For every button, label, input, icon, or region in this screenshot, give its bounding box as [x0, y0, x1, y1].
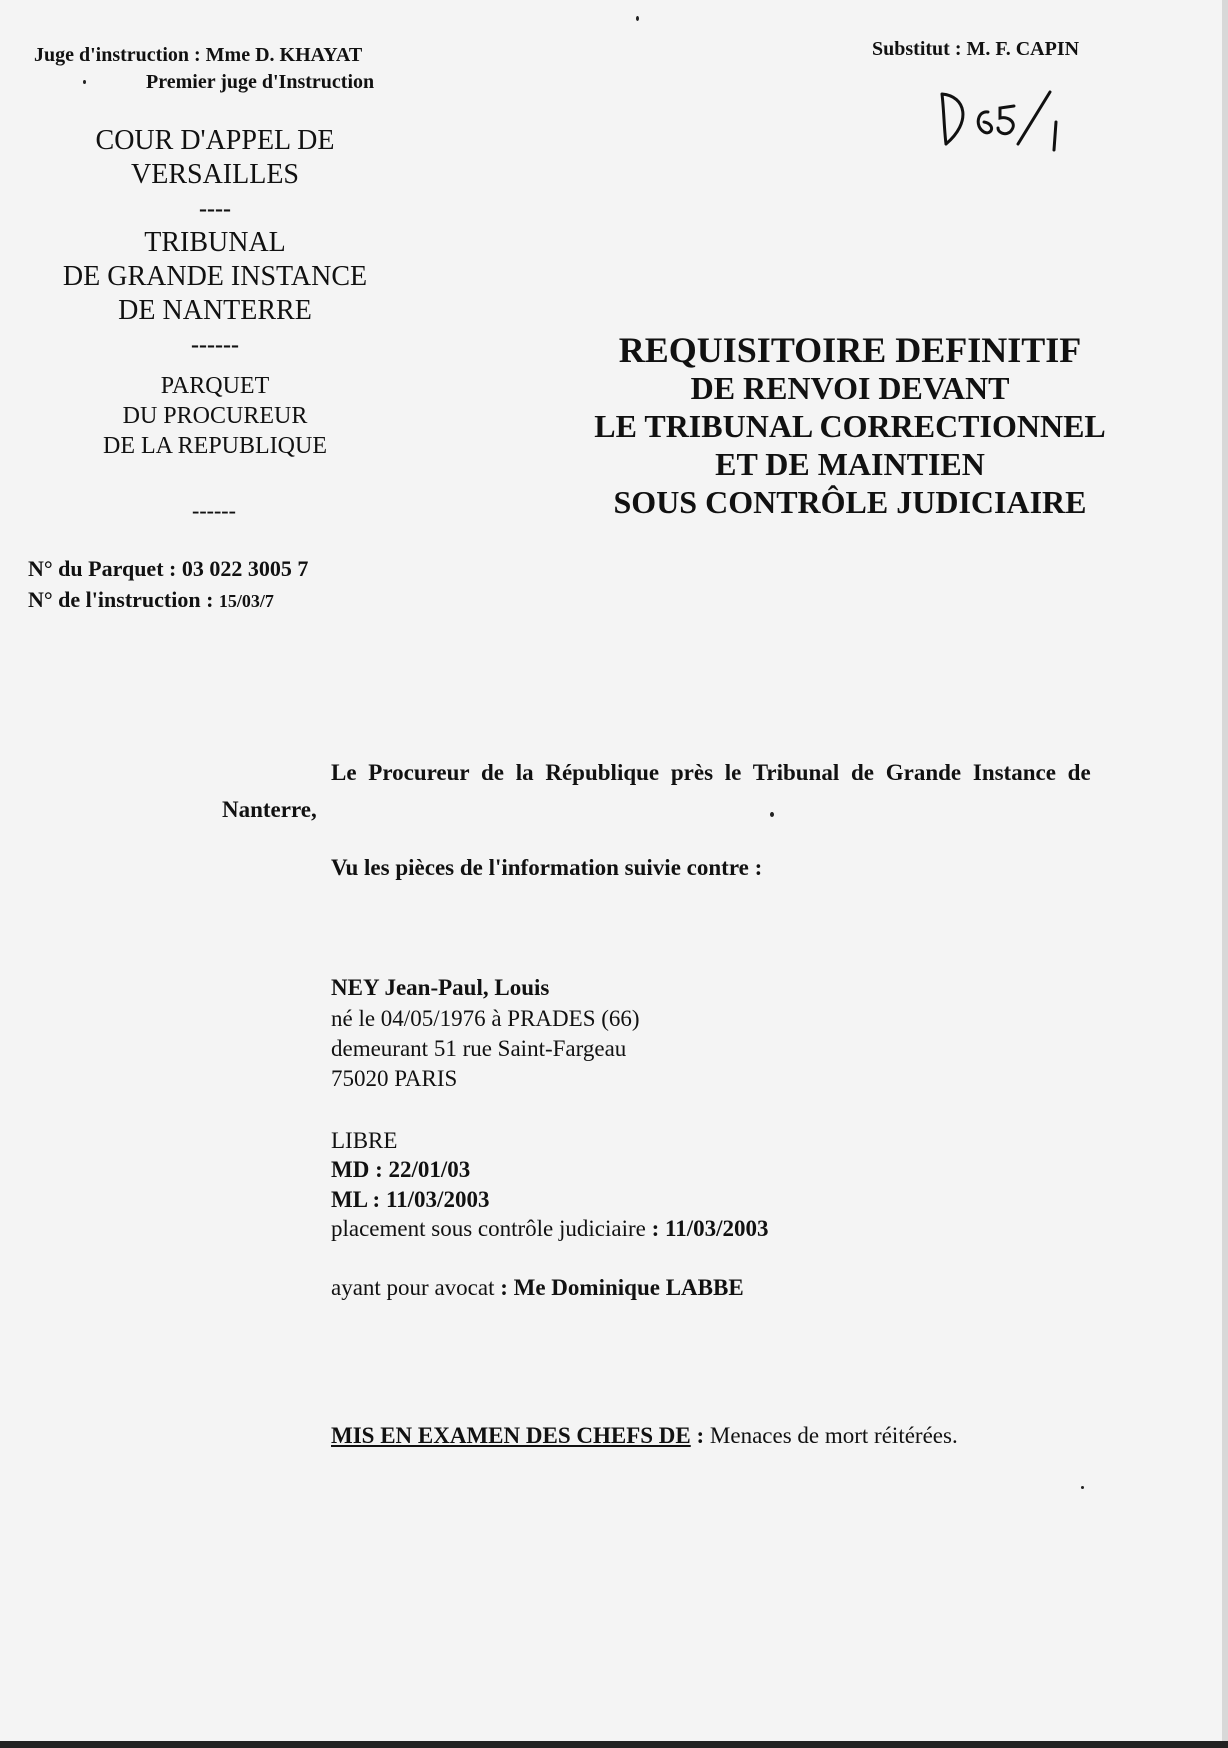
charges-label: MIS EN EXAMEN DES CHEFS DE	[331, 1423, 691, 1448]
title-line-3: LE TRIBUNAL CORRECTIONNEL	[594, 408, 1106, 444]
parquet-number-value: 03 022 3005 7	[181, 556, 309, 581]
placement-label: placement sous contrôle judiciaire	[331, 1216, 652, 1241]
instruction-number	[28, 587, 274, 613]
avocat-line	[331, 1275, 744, 1301]
scan-speck	[636, 16, 639, 21]
separator: ----	[199, 196, 231, 222]
separator: ------	[192, 498, 236, 523]
juge-title: Premier juge d'Instruction	[146, 71, 375, 93]
intro-line-2: Nanterre,	[222, 797, 317, 822]
instruction-number-label: N° de l'instruction :	[28, 587, 219, 612]
title-line-5: SOUS CONTRÔLE JUDICIAIRE	[613, 484, 1087, 520]
scan-speck	[1081, 1486, 1084, 1489]
address-line-2: 75020 PARIS	[331, 1066, 458, 1091]
charges-colon: :	[690, 1423, 710, 1448]
court-line-3: TRIBUNAL	[144, 227, 286, 258]
intro-line-1: Le Procureur de la République près le Tribunal de Grande Instance de	[331, 760, 1091, 785]
avocat-name: : Me Dominique LABBE	[500, 1275, 744, 1300]
ml-date: ML : 11/03/2003	[331, 1187, 490, 1212]
charges-value: Menaces de mort réitérées.	[709, 1423, 958, 1448]
status: LIBRE	[331, 1128, 398, 1153]
avocat-label: ayant pour avocat	[331, 1275, 501, 1300]
juge-instruction: Juge d'instruction : Mme D. KHAYAT	[34, 44, 363, 66]
parquet-line-2: DU PROCUREUR	[122, 403, 308, 429]
court-line-1: COUR D'APPEL DE	[95, 125, 335, 156]
scan-speck	[83, 80, 86, 84]
parquet-number-label: N° du Parquet :	[28, 556, 182, 581]
substitut: Substitut : M. F. CAPIN	[872, 38, 1080, 60]
title-line-1: REQUISITOIRE DEFINITIF	[618, 330, 1082, 370]
scan-edge	[0, 1741, 1228, 1748]
court-line-2: VERSAILLES	[131, 159, 299, 190]
court-block	[40, 124, 390, 362]
vu-line: Vu les pièces de l'information suivie contre :	[331, 855, 763, 880]
parquet-line-1: PARQUET	[160, 373, 270, 399]
scan-edge	[1222, 0, 1228, 1748]
title-line-4: ET DE MAINTIEN	[715, 446, 985, 482]
separator: ------	[191, 332, 239, 358]
person-name: NEY Jean-Paul, Louis	[331, 975, 550, 1000]
parquet-line-3: DE LA REPUBLIQUE	[103, 433, 327, 459]
birth-info: né le 04/05/1976 à PRADES (66)	[331, 1006, 640, 1031]
court-line-5: DE NANTERRE	[118, 295, 312, 326]
scan-speck	[770, 812, 774, 817]
title-line-2: DE RENVOI DEVANT	[690, 370, 1010, 406]
charges-line	[331, 1423, 958, 1449]
handwritten-reference	[938, 86, 1078, 156]
placement-date: : 11/03/2003	[651, 1216, 769, 1241]
document-title	[520, 331, 1180, 521]
parquet-block	[60, 371, 370, 461]
court-line-4: DE GRANDE INSTANCE	[62, 261, 368, 292]
placement-line	[331, 1216, 769, 1242]
md-date: MD : 22/01/03	[331, 1157, 471, 1182]
parquet-number	[28, 556, 308, 582]
instruction-number-value: 15/03/7	[218, 591, 274, 611]
address-line-1: demeurant 51 rue Saint-Fargeau	[331, 1036, 627, 1061]
